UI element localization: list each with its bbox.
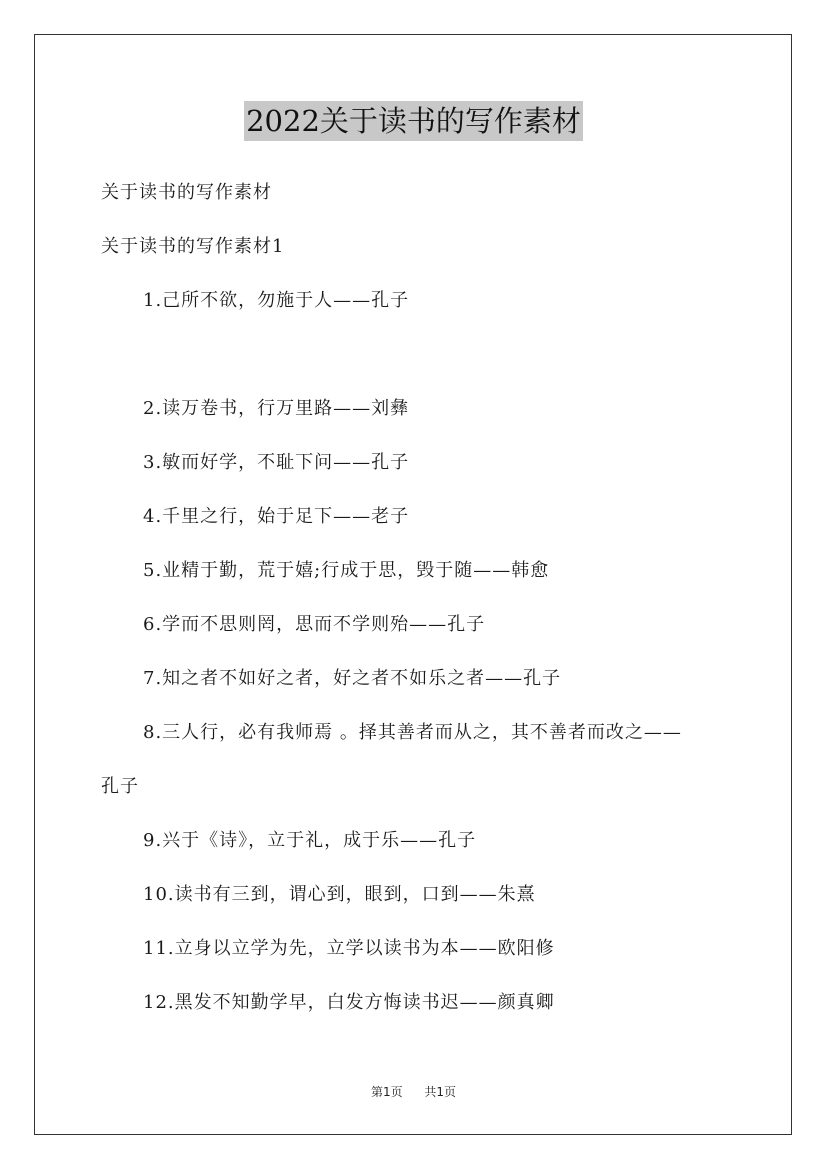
quote-item-8-continuation: 孔子: [101, 776, 139, 797]
quote-item-8: 8.三人行，必有我师焉 。择其善者而从之，其不善者而改之——: [143, 722, 682, 743]
quote-item-7: 7.知之者不如好之者，好之者不如乐之者——孔子: [143, 668, 562, 689]
title-container: [0, 101, 827, 141]
quote-item-2: 2.读万卷书，行万里路——刘彝: [143, 398, 410, 419]
quote-item-3: 3.敏而好学，不耻下问——孔子: [143, 452, 410, 473]
quote-item-10: 10.读书有三到，谓心到，眼到，口到——朱熹: [143, 884, 536, 905]
quote-item-12: 12.黑发不知勤学早，白发方悔读书迟——颜真卿: [143, 992, 555, 1013]
document-heading: 关于读书的写作素材: [101, 182, 272, 203]
quote-item-5: 5.业精于勤，荒于嬉;行成于思，毁于随——韩愈: [143, 560, 550, 581]
document-subheading: 关于读书的写作素材1: [101, 236, 285, 257]
quote-item-4: 4.千里之行，始于足下——老子: [143, 506, 410, 527]
quote-item-6: 6.学而不思则罔，思而不学则殆——孔子: [143, 614, 486, 635]
document-title: 2022关于读书的写作素材: [244, 101, 583, 141]
quote-item-11: 11.立身以立学为先，立学以读书为本——欧阳修: [143, 938, 555, 959]
quote-item-9: 9.兴于《诗》，立于礼，成于乐——孔子: [143, 830, 477, 851]
quote-item-1: 1.己所不欲，勿施于人——孔子: [143, 290, 410, 311]
page-number: 第1页: [371, 1085, 403, 1099]
page-total: 共1页: [424, 1085, 456, 1099]
page-footer: [0, 1084, 827, 1100]
